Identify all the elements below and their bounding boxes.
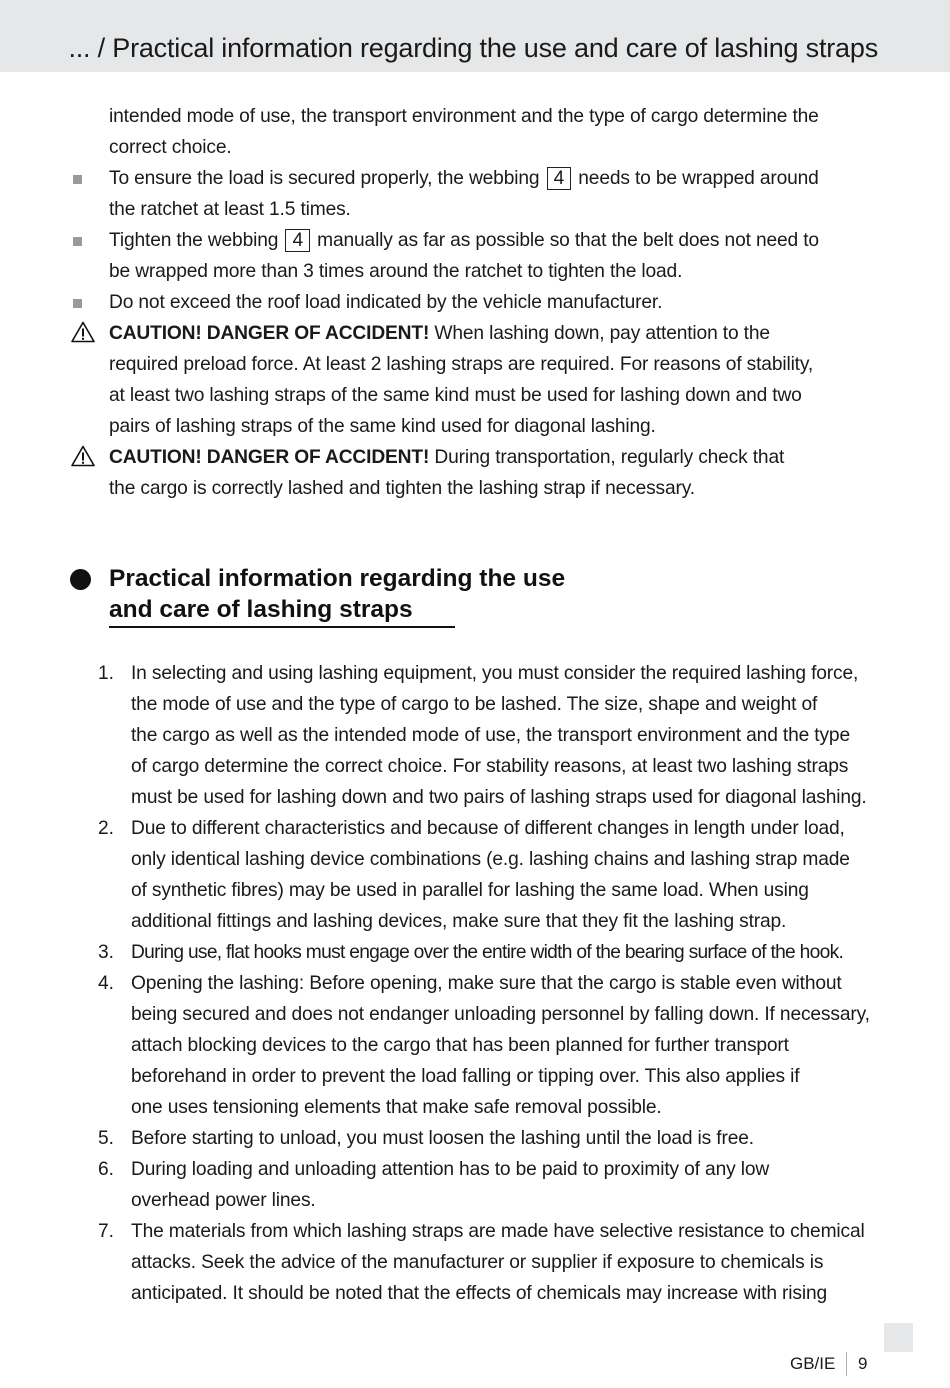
list-number: 5.	[97, 1128, 114, 1149]
warning-1-line-3: at least two lashing straps of the same kind must be used for lashing down and two	[109, 385, 802, 406]
list-number: 6.	[97, 1159, 114, 1180]
item-4-line-4: beforehand in order to prevent the load falling or tipping over. This also applies if	[131, 1066, 800, 1087]
item-4-line-5: one uses tensioning elements that make safe removal possible.	[131, 1097, 662, 1118]
item-4-line-1: Opening the lashing: Before opening, make sure that the cargo is stable even without	[131, 973, 842, 994]
footer-country-label: GB/IE	[790, 1354, 836, 1373]
warning-triangle-icon	[71, 321, 95, 343]
item-2-line-1: Due to different characteristics and because of different changes in length under load,	[131, 818, 845, 839]
footer-page-number: 9	[858, 1354, 868, 1373]
item-4-line-3: attach blocking devices to the cargo that has been planned for further transport	[131, 1035, 789, 1056]
bullet-2-line-2: be wrapped more than 3 times around the ratchet to tighten the load.	[109, 261, 683, 282]
item-1-line-1: In selecting and using lashing equipment, you must consider the required lashing force,	[131, 663, 859, 684]
item-4-line-2: being secured and does not endanger unloading personnel by falling down. If necessary,	[131, 1004, 870, 1025]
item-2-line-2: only identical lashing device combinations (e.g. lashing chains and lashing strap made	[131, 849, 850, 870]
part-number-box: 4	[547, 167, 572, 190]
item-1-line-3: the cargo as well as the intended mode of use, the transport environment and the type	[131, 725, 850, 746]
bullet-square-icon	[73, 299, 82, 308]
bullet-2-line-1: Tighten the webbing 4 manually as far as possible so that the belt does not need to	[109, 230, 819, 251]
continued-line-2: correct choice.	[109, 137, 232, 158]
list-number: 4.	[97, 973, 114, 994]
caution-label: CAUTION! DANGER OF ACCIDENT!	[109, 447, 430, 468]
item-6-line-2: overhead power lines.	[131, 1190, 316, 1211]
section-title-underline	[109, 626, 455, 628]
footer-tab-marker	[884, 1323, 913, 1352]
bullet-3-line-1: Do not exceed the roof load indicated by the vehicle manufacturer.	[109, 292, 663, 313]
bullet-square-icon	[73, 237, 82, 246]
list-number: 7.	[97, 1221, 114, 1242]
bullet-square-icon	[73, 175, 82, 184]
part-number-box: 4	[285, 229, 310, 252]
warning-1-line-4: pairs of lashing straps of the same kind used for diagonal lashing.	[109, 416, 656, 437]
item-6-line-1: During loading and unloading attention has to be paid to proximity of any low	[131, 1159, 770, 1180]
list-number: 1.	[97, 663, 114, 684]
bullet-1-line-1: To ensure the load is secured properly, the webbing 4 needs to be wrapped around	[109, 168, 819, 189]
item-2-line-4: additional fittings and lashing devices, make sure that they fit the lashing strap.	[131, 911, 787, 932]
section-title-line-1: Practical information regarding the use	[109, 565, 566, 592]
list-number: 3.	[97, 942, 114, 963]
bullet-1-line-2: the ratchet at least 1.5 times.	[109, 199, 351, 220]
item-1-line-5: must be used for lashing down and two pairs of lashing straps used for diagonal lashing.	[131, 787, 867, 808]
list-number: 2.	[97, 818, 114, 839]
warning-triangle-icon	[71, 445, 95, 467]
item-2-line-3: of synthetic fibres) may be used in parallel for lashing the same load. When using	[131, 880, 809, 901]
caution-label: CAUTION! DANGER OF ACCIDENT!	[109, 323, 430, 344]
item-7-line-2: attacks. Seek the advice of the manufacturer or supplier if exposure to chemicals is	[131, 1252, 824, 1273]
warning-1-line-1: CAUTION! DANGER OF ACCIDENT! When lashing down, pay attention to the	[109, 323, 770, 344]
section-bullet-dot-icon	[70, 569, 91, 590]
item-3-line-1: During use, flat hooks must engage over the entire width of the bearing surface of the hook.	[131, 942, 844, 963]
item-7-line-1: The materials from which lashing straps are made have selective resistance to chemical	[131, 1221, 865, 1242]
warning-1-line-2: required preload force. At least 2 lashing straps are required. For reasons of stability,	[109, 354, 814, 375]
item-1-line-2: the mode of use and the type of cargo to be lashed. The size, shape and weight of	[131, 694, 818, 715]
item-1-line-4: of cargo determine the correct choice. For stability reasons, at least two lashing straps	[131, 756, 849, 777]
warning-2-line-1: CAUTION! DANGER OF ACCIDENT! During transportation, regularly check that	[109, 447, 785, 468]
page-header-title: ... / Practical information regarding the use and care of lashing straps	[68, 33, 878, 63]
continued-line-1: intended mode of use, the transport environment and the type of cargo determine the	[109, 106, 819, 127]
item-7-line-3: anticipated. It should be noted that the effects of chemicals may increase with rising	[131, 1283, 828, 1304]
warning-2-line-2: the cargo is correctly lashed and tighten the lashing strap if necessary.	[109, 478, 695, 499]
footer-separator	[846, 1352, 847, 1376]
section-title-line-2: and care of lashing straps	[109, 596, 413, 623]
item-5-line-1: Before starting to unload, you must loosen the lashing until the load is free.	[131, 1128, 754, 1149]
